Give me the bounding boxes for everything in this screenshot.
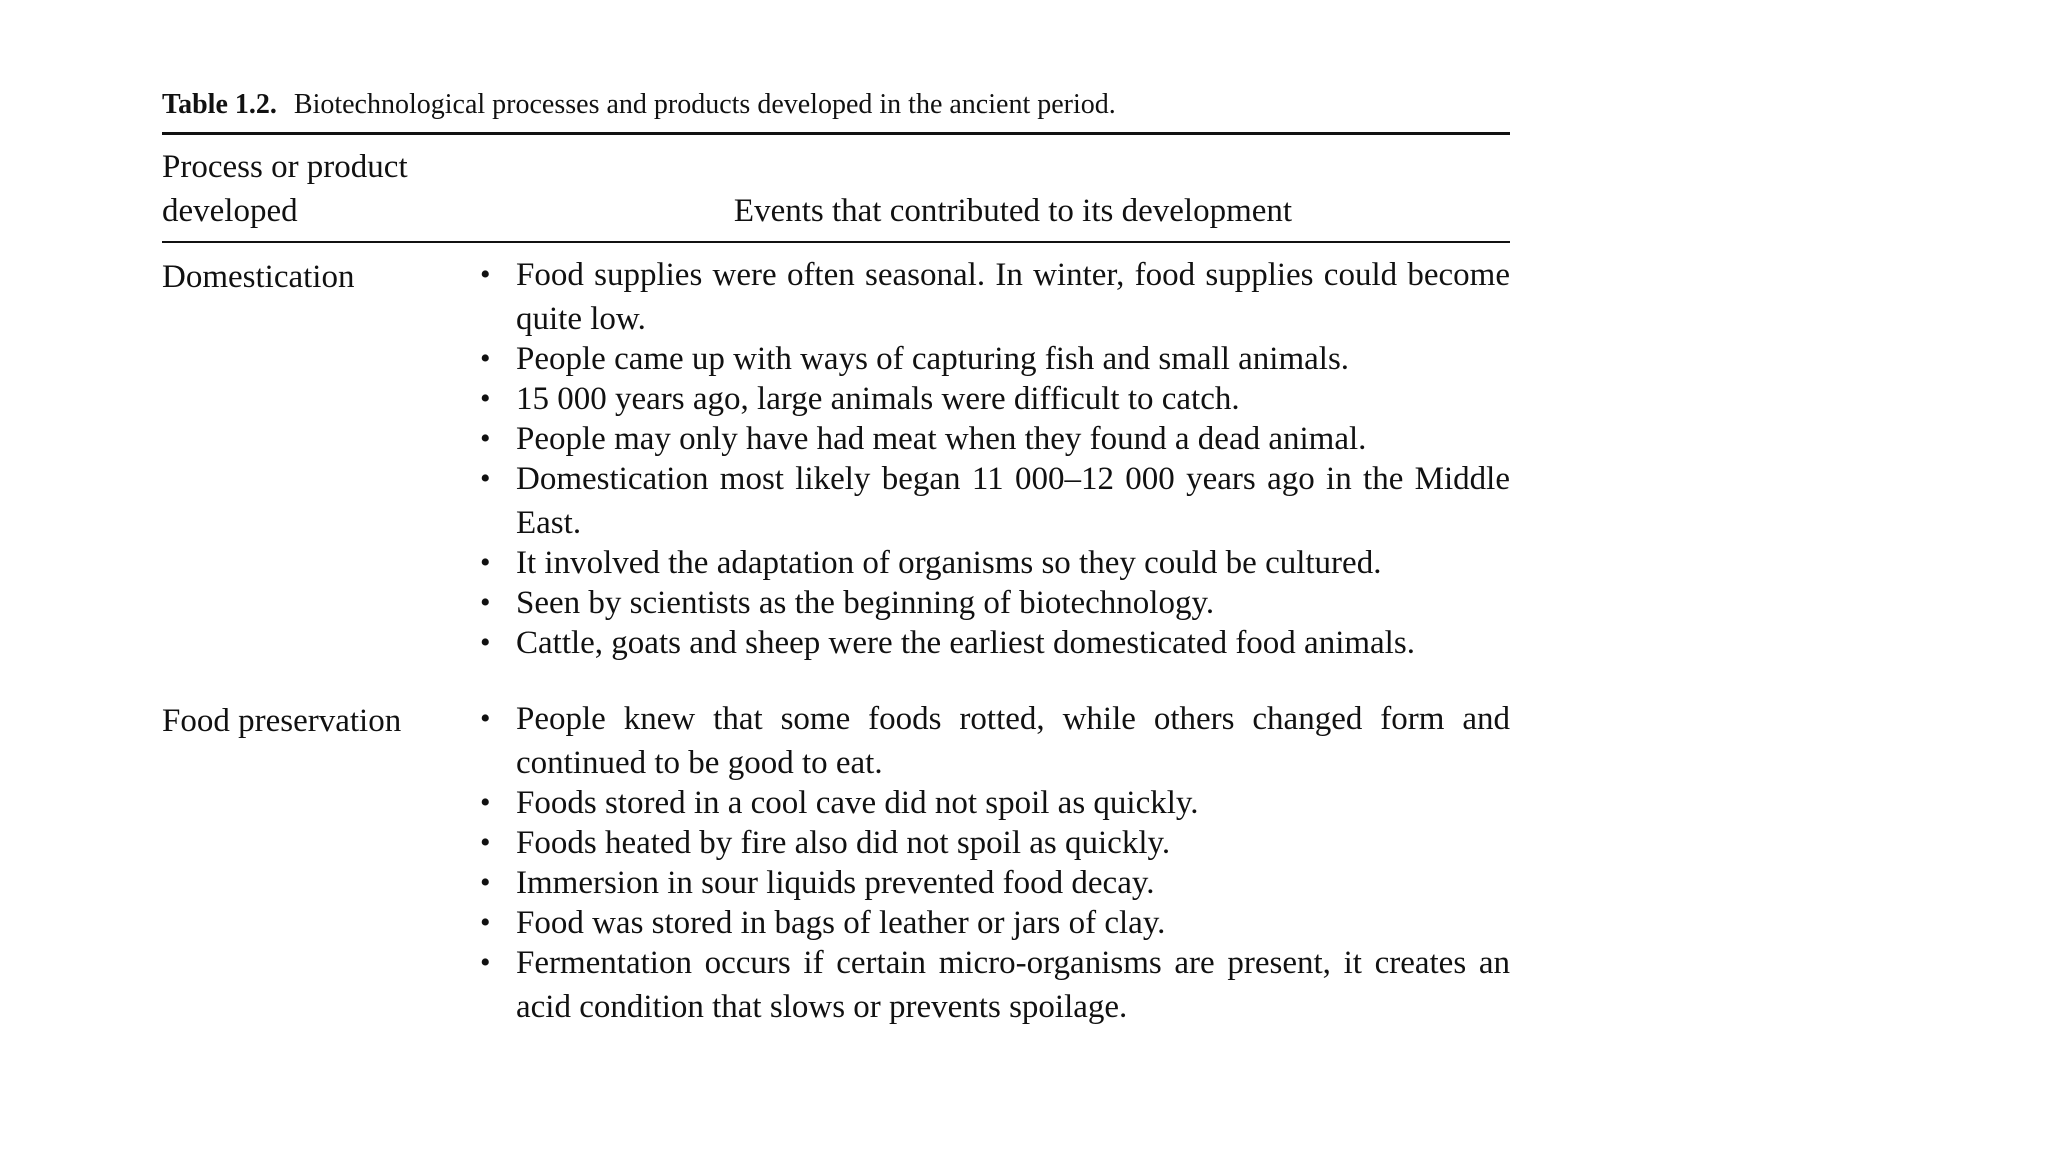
event-item: • Seen by scientists as the beginning of biotechnology. xyxy=(476,581,1510,625)
events-list xyxy=(476,253,1510,665)
table-caption xyxy=(162,86,1510,135)
process-name: Food preservation xyxy=(162,703,402,739)
event-item: • People may only have had meat when they found a dead animal. xyxy=(476,417,1510,461)
document-page xyxy=(162,86,1510,1025)
event-item: • Food supplies were often seasonal. In winter, food supplies could become quite low. xyxy=(476,253,1510,341)
event-item: • It involved the adaptation of organisms so they could be cultured. xyxy=(476,541,1510,585)
events-list xyxy=(476,697,1510,1029)
bullet-icon: • xyxy=(480,626,491,659)
table-row-food-preservation xyxy=(162,697,1510,1025)
bullet-icon: • xyxy=(480,546,491,579)
event-item: • People came up with ways of capturing fish and small animals. xyxy=(476,337,1510,381)
bullet-icon: • xyxy=(480,342,491,375)
event-item: • People knew that some foods rotted, while others changed form and continued to be good to eat. xyxy=(476,697,1510,785)
bullet-icon: • xyxy=(480,786,491,819)
header-process-line2: developed xyxy=(162,193,298,229)
event-item: • Immersion in sour liquids prevented food decay. xyxy=(476,861,1510,905)
header-process xyxy=(162,145,476,233)
event-item: • Foods heated by fire also did not spoil as quickly. xyxy=(476,821,1510,865)
table-caption-label: Table 1.2. xyxy=(162,89,277,120)
bullet-icon: • xyxy=(480,826,491,859)
event-item: • Cattle, goats and sheep were the earliest domesticated food animals. xyxy=(476,621,1510,665)
bullet-icon: • xyxy=(480,866,491,899)
header-events: Events that contributed to its development xyxy=(733,193,1293,229)
bullet-icon: • xyxy=(480,258,491,291)
table-caption-text: Biotechnological processes and products developed in the ancient period. xyxy=(293,89,1116,120)
bullet-icon: • xyxy=(480,422,491,455)
table-header-row xyxy=(162,135,1510,243)
event-item: • Food was stored in bags of leather or jars of clay. xyxy=(476,901,1510,945)
event-item: • Fermentation occurs if certain micro-organisms are present, it creates an acid condition that slows or prevents spoilage. xyxy=(476,941,1510,1029)
header-process-line1: Process or product xyxy=(162,149,408,185)
event-item: • Foods stored in a cool cave did not spoil as quickly. xyxy=(476,781,1510,825)
bullet-icon: • xyxy=(480,702,491,735)
process-name: Domestication xyxy=(162,259,355,295)
bullet-icon: • xyxy=(480,586,491,619)
event-item: • 15 000 years ago, large animals were difficult to catch. xyxy=(476,377,1510,421)
bullet-icon: • xyxy=(480,462,491,495)
bullet-icon: • xyxy=(480,946,491,979)
bullet-icon: • xyxy=(480,906,491,939)
table-row-domestication xyxy=(162,253,1510,661)
bullet-icon: • xyxy=(480,382,491,415)
event-item: • Domestication most likely began 11 000–12 000 years ago in the Middle East. xyxy=(476,457,1510,545)
